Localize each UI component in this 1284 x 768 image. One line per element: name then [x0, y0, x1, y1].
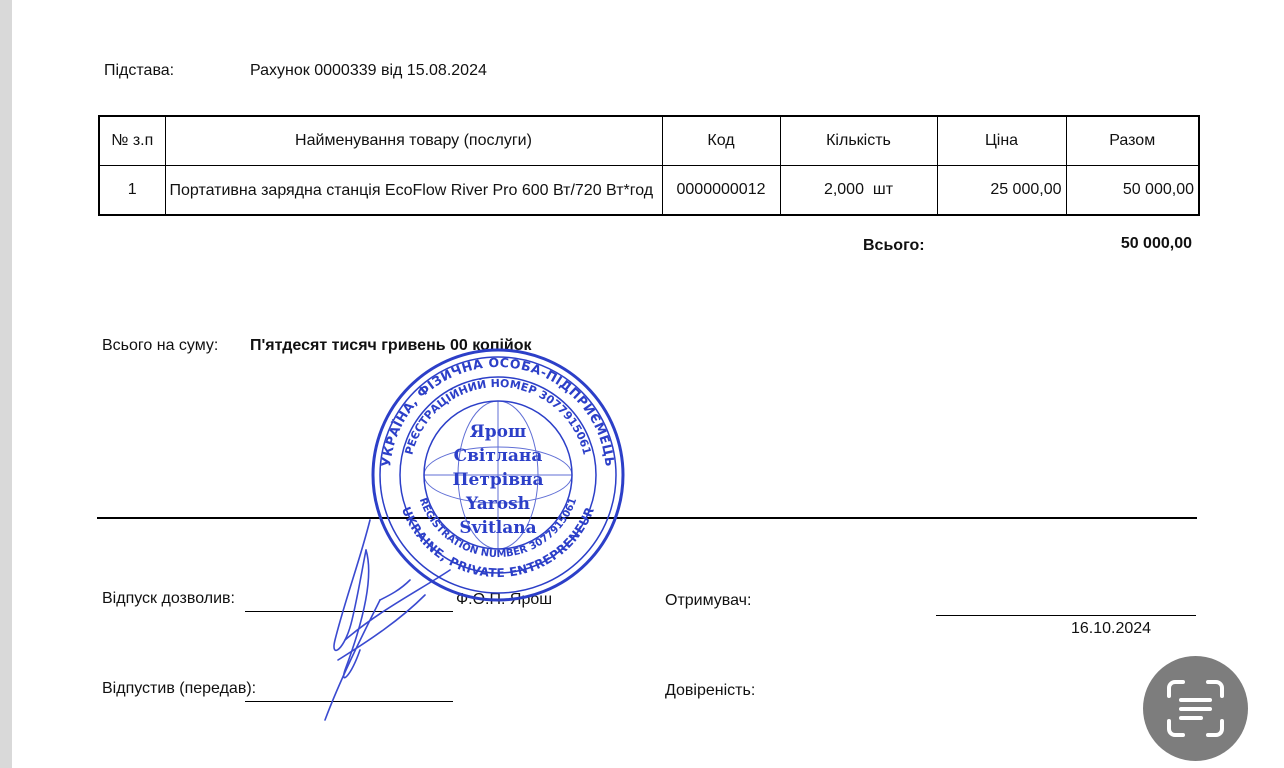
- stamp-outer-text: УКРАЇНА, ФІЗИЧНА ОСОБА-ПІДПРИЄМЕЦЬ: [378, 354, 618, 468]
- proxy-label: Довіреність:: [665, 682, 756, 699]
- totals-value: 50 000,00: [1120, 235, 1192, 252]
- released-by-label: Відпуск дозволив:: [102, 590, 235, 607]
- stamp-name-2: Світлана: [453, 446, 543, 466]
- col-header-qty: Кількість: [780, 116, 937, 166]
- row-code: 0000000012: [662, 166, 780, 216]
- row-unit: шт: [872, 181, 894, 198]
- text-scan-button[interactable]: [1143, 656, 1248, 761]
- col-header-total: Разом: [1066, 116, 1199, 166]
- stamp-name-3: Петрівна: [452, 470, 544, 490]
- separator-line: [97, 517, 1197, 519]
- row-name: Портативна зарядна станція EcoFlow River Pro 600 Вт/720 Вт*год: [165, 166, 662, 216]
- stamp-name-4: Yarosh: [465, 494, 531, 514]
- basis-label: Підстава:: [104, 62, 175, 79]
- table-header-row: [99, 116, 1199, 166]
- receiver-label: Отримувач:: [665, 592, 752, 609]
- row-total: 50 000,00: [1066, 166, 1199, 216]
- basis-value: Рахунок 0000339 від 15.08.2024: [250, 62, 487, 79]
- stamp-name-1: Ярош: [469, 422, 527, 442]
- sum-words-label: Всього на суму:: [102, 337, 219, 354]
- col-header-num: № з.п: [99, 116, 165, 166]
- items-table: [98, 115, 1200, 216]
- table-row: [99, 166, 1199, 216]
- col-header-price: Ціна: [937, 116, 1066, 166]
- sum-words-value: П'ятдесят тисяч гривень 00 копійок: [250, 337, 532, 354]
- stamp-name-5: Svitlana: [459, 518, 537, 538]
- page-edge-strip: [0, 0, 12, 768]
- stamp-reg-en: REGISTRATION NUMBER 3077915061: [416, 496, 580, 561]
- totals-label: Всього:: [863, 237, 925, 254]
- row-qty-cell: [780, 166, 937, 216]
- row-qty: 2,000: [823, 181, 864, 198]
- text-scan-icon: [1165, 678, 1226, 739]
- col-header-name: Найменування товару (послуги): [165, 116, 662, 166]
- col-header-code: Код: [662, 116, 780, 166]
- row-num: 1: [99, 166, 165, 216]
- date-value: 16.10.2024: [1071, 620, 1152, 637]
- receiver-line: [936, 615, 1196, 616]
- official-stamp: [368, 345, 628, 605]
- row-price: 25 000,00: [937, 166, 1066, 216]
- stamp-outer-en: UKRAINE, PRIVATE ENTREPRENEUR: [398, 504, 598, 581]
- released-by-name: Ф.О.П. Ярош: [456, 591, 553, 608]
- stamp-reg-ua: РЕЄСТРАЦІЙНИЙ НОМЕР 3077915061: [402, 376, 594, 457]
- handed-label: Відпустив (передав):: [102, 680, 257, 697]
